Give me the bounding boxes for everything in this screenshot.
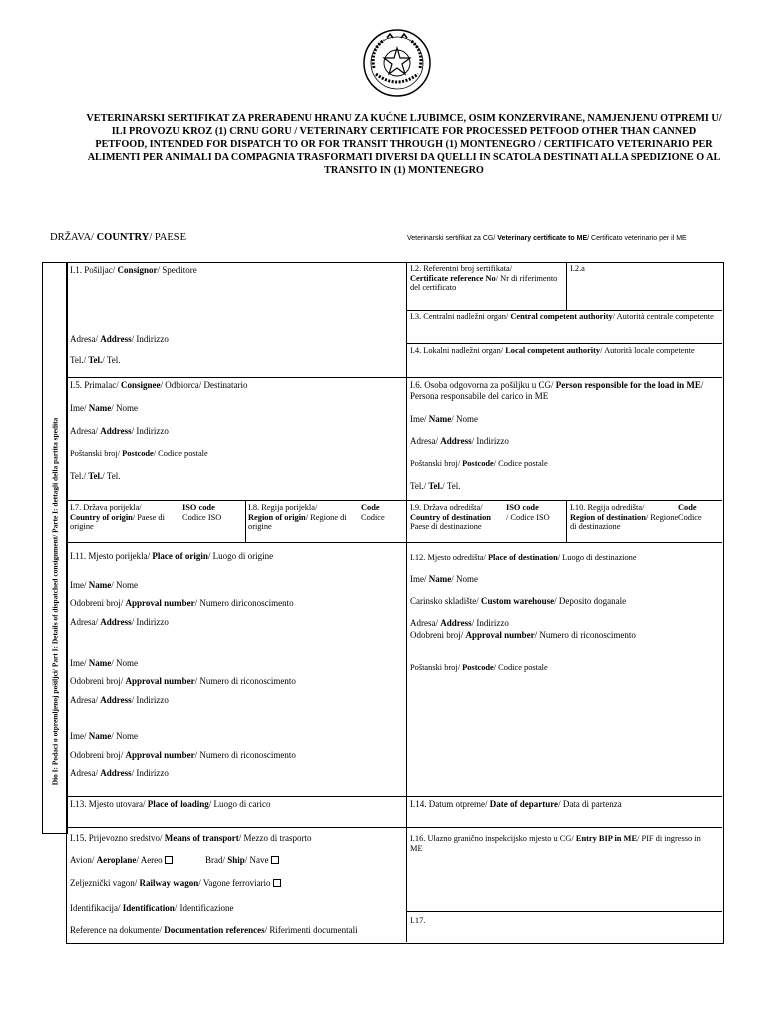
origin-approval-1-label: Odobreni broj/ Approval number/ Numero diriconoscimento — [70, 598, 294, 608]
local-authority-label: I.4. Lokalni nadležni organ/ Local competent authority/ Autorità locale competente — [410, 346, 695, 355]
responsible-address-label: Adresa/ Address/ Indirizzo — [410, 436, 509, 446]
origin-address-1-label: Adresa/ Address/ Indirizzo — [70, 617, 169, 627]
entry-bip-label: I.16. Ulazno granično inspekcijsko mjesto u CG/ Entry BIP in ME/ PIF di ingresso in ME — [410, 834, 701, 853]
person-responsible-label: I.6. Osoba odgovorna za pošiljku u CG/ Person responsible for the load in ME/ Persona responsabile del carico in ME — [410, 380, 704, 401]
certificate-reference-label: I.2. Referentni broj sertifikata/ Certificate reference No/ Nr di riferimento del certificato — [410, 264, 558, 293]
origin-name-3-label: Ime/ Name/ Nome — [70, 731, 138, 741]
consignor-tel-label: Tel./ Tel./ Tel. — [70, 355, 121, 365]
emblem-seal — [362, 28, 432, 98]
origin-name-2-label: Ime/ Name/ Nome — [70, 658, 138, 668]
origin-address-3-label: Adresa/ Address/ Indirizzo — [70, 768, 169, 778]
documentation-references-label: Reference na dokumente/ Documentation references/ Riferimenti documentali — [70, 925, 358, 935]
iso-code-destination-label: ISO code / Codice ISO — [506, 503, 550, 522]
origin-approval-3-label: Odobreni broj/ Approval number/ Numero di riconoscimento — [70, 750, 296, 760]
consignee-name-label: Ime/ Name/ Nome — [70, 403, 138, 413]
destination-address-label: Adresa/ Address/ Indirizzo — [410, 618, 509, 628]
identification-label: Identifikacija/ Identification/ Identificazione — [70, 903, 234, 913]
railway-option[interactable]: Zeljeznički vagon/ Railway wagon/ Vagone ferroviario — [70, 878, 281, 889]
origin-approval-2-label: Odobreni broj/ Approval number/ Numero di riconoscimento — [70, 676, 296, 686]
region-destination-label: I.10. Regija odredišta/ Region of destination/ Regione di destinazione — [570, 503, 679, 532]
responsible-name-label: Ime/ Name/ Nome — [410, 414, 478, 424]
aeroplane-checkbox[interactable] — [165, 856, 173, 864]
custom-warehouse-label: Carinsko skladište/ Custom warehouse/ Deposito doganale — [410, 596, 627, 606]
consignee-address-label: Adresa/ Address/ Indirizzo — [70, 426, 169, 436]
means-transport-label: I.15. Prijevozno sredstvo/ Means of transport/ Mezzo di trasporto — [70, 833, 312, 843]
field-i2a-label: I.2.a — [570, 264, 585, 273]
country-destination-label: I.9. Država odredišta/ Country of destination Paese di destinazione — [410, 503, 491, 532]
part1-side-label: Dio I: Podaci o otpremljenoj pošiljci/ Part I: Details of dispatched consignment/ Parte I: dettagli della partita spedita — [50, 417, 60, 786]
field-i17-label: I.17. — [410, 916, 426, 925]
consignee-postcode-label: Poštanski broj/ Postcode/ Codice postale — [70, 449, 208, 458]
region-origin-code-label: Code Codice — [361, 503, 385, 522]
country-origin-label: I.7. Država porijekla/ Country of origin/ Paese di origine — [70, 503, 165, 532]
country-label: DRŽAVA/ COUNTRY/ PAESE — [50, 232, 186, 243]
destination-name-label: Ime/ Name/ Nome — [410, 574, 478, 584]
responsible-tel-label: Tel./ Tel./ Tel. — [410, 481, 461, 491]
consignor-address-label: Adresa/ Address/ Indirizzo — [70, 334, 169, 344]
consignor-label: I.1. Pošiljac/ Consignor/ Speditore — [70, 265, 197, 275]
document-title: VETERINARSKI SERTIFIKAT ZA PRERAĐENU HRANU ZA KUĆNE LJUBIMCE, OSIM KONZERVIRANE, NAMJENJENU OTPREMI U/ ILI PROVOZU KROZ (1) CRNU GORU / VETERINARY CERTIFICATE FOR PROCESSED PETFOOD OTHER THAN CANNED PETFOOD, INTENDED FOR DISPATCH TO OR FOR TRANSIT THROUGH (1) MONTENEGRO / CERTIFICATO VETERINARIO PER ALIMENTI PER ANIMALI DA COMPAGNIA TRASFORMATI DIVERSI DA QUELLI IN SCATOLA DESTINATI ALLA SPEDIZIONE O AL TRANSITO IN (1) MONTENEGRO — [86, 113, 722, 176]
aeroplane-option[interactable]: Avion/ Aeroplane/ Aereo — [70, 855, 173, 866]
certificate-for-label: Veterinarski sertifikat za CG/ Veterinary certificate to ME/ Certificato veterinario per il ME — [407, 235, 687, 242]
origin-address-2-label: Adresa/ Address/ Indirizzo — [70, 695, 169, 705]
iso-code-origin-label: ISO code Codice ISO — [182, 503, 222, 522]
date-departure-label: I.14. Datum otpreme/ Date of departure/ Data di partenza — [410, 799, 622, 809]
place-destination-label: I.12. Mjesto odredišta/ Place of destination/ Luogo di destinazione — [410, 553, 637, 562]
responsible-postcode-label: Poštanski broj/ Postcode/ Codice postale — [410, 459, 548, 468]
destination-postcode-label: Poštanski broj/ Postcode/ Codice postale — [410, 663, 548, 672]
central-authority-label: I.3. Centralni nadležni organ/ Central competent authority/ Autorità centrale competente — [410, 312, 714, 321]
place-loading-label: I.13. Mjesto utovara/ Place of loading/ Luogo di carico — [70, 799, 271, 809]
destination-approval-label: Odobreni broj/ Approval number/ Numero di riconoscimento — [410, 630, 636, 640]
region-origin-label: I.8. Regija porijekla/ Region of origin/ Regione di origine — [248, 503, 347, 532]
ship-option[interactable]: Brad/ Ship/ Nave — [205, 855, 279, 866]
railway-checkbox[interactable] — [273, 879, 281, 887]
ship-checkbox[interactable] — [271, 856, 279, 864]
region-destination-code-label: Code Codice — [678, 503, 702, 522]
origin-name-1-label: Ime/ Name/ Nome — [70, 580, 138, 590]
place-origin-label: I.11. Mjesto porijekla/ Place of origin/ Luogo di origine — [70, 551, 274, 561]
consignee-tel-label: Tel./ Tel./ Tel. — [70, 471, 121, 481]
consignee-label: I.5. Primalac/ Consignee/ Odbiorca/ Destinatario — [70, 380, 248, 390]
